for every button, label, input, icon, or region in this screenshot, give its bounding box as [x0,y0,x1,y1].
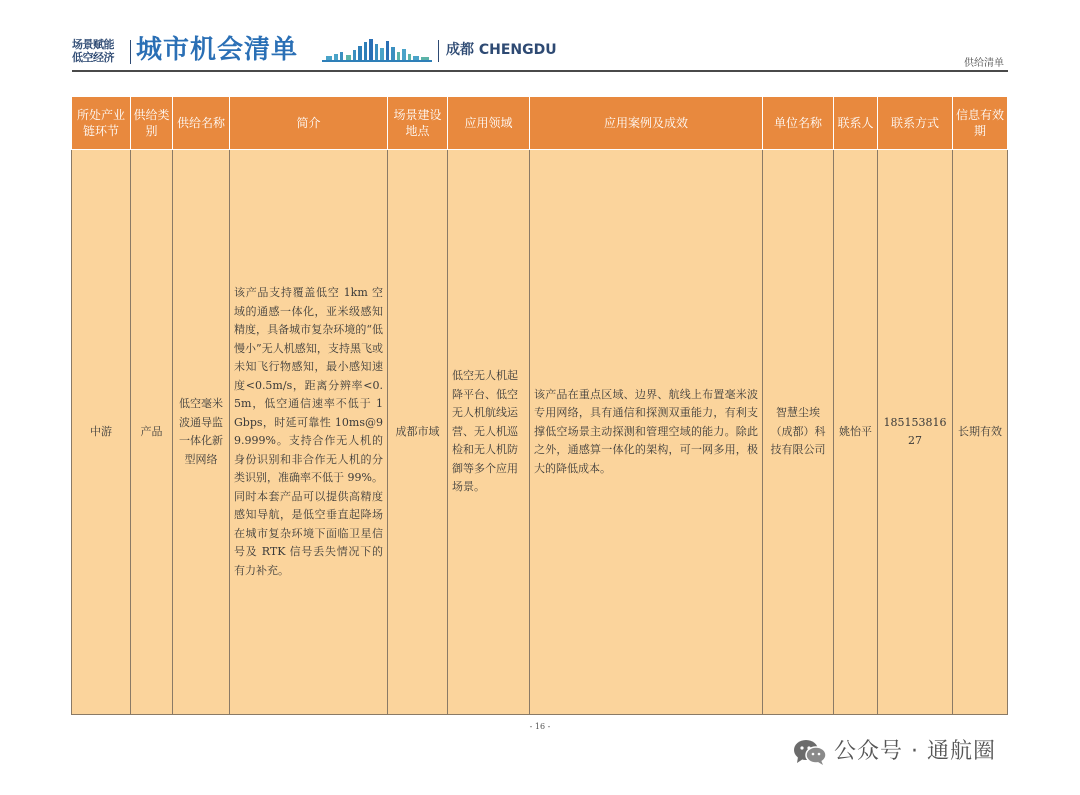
column-header-phone: 联系方式 [878,97,953,150]
tagline-line-2: 低空经济 [72,51,114,64]
cell-category: 产品 [131,150,173,715]
cell-location: 成都市域 [388,150,448,715]
cell-chain-stage: 中游 [72,150,131,715]
section-label: 供给清单 [964,58,1004,69]
wechat-icon [792,738,828,766]
watermark [792,736,996,768]
table-header-row [72,97,1008,150]
column-header-category: 供给类别 [131,97,173,150]
column-header-intro: 简介 [230,97,388,150]
cell-validity: 长期有效 [953,150,1008,715]
cell-contact: 姚怡平 [834,150,878,715]
column-header-name: 供给名称 [173,97,230,150]
column-header-location: 场景建设地点 [388,97,448,150]
column-header-validity: 信息有效期 [953,97,1008,150]
column-header-field: 应用领域 [448,97,530,150]
header-divider-2 [438,40,439,62]
page-header [72,28,1008,72]
supply-table [71,96,1007,715]
supply-table-grid [71,96,1008,715]
page-number: - 16 - [529,722,551,731]
cell-phone: 18515381627 [878,150,953,715]
cell-name: 低空毫米波通导监一体化新型网络 [173,150,230,715]
table-row [72,150,1008,715]
cell-cases: 该产品在重点区域、边界、航线上布置毫米波专用网络，具有通信和探测双重能力，有利支撑低空场景主动探测和管理空域的能力。除此之外，通感算一体化的架构，可一网多用，极大的降低成本。 [530,150,763,715]
column-header-cases: 应用案例及成效 [530,97,763,150]
column-header-chain-stage: 所处产业链环节 [72,97,131,150]
column-header-company: 单位名称 [763,97,834,150]
cell-company: 智慧尘埃（成都）科技有限公司 [763,150,834,715]
watermark-text: 公众号 · 通航圈 [834,739,996,764]
tagline-line-1: 场景赋能 [72,38,114,51]
header-rule [72,70,1008,72]
page-title: 城市机会清单 [136,35,299,65]
header-divider [130,40,131,64]
cell-intro: 该产品支持覆盖低空 1km 空域的通感一体化，亚米级感知精度，具备城市复杂环境的“低慢小”无人机感知，支持黑飞或未知飞行物感知，最小感知速度<0.5m/s，距离分辨率<0.5m，低空通信速率不低于 1 Gbps，时延可靠性 10ms@99.999%。支持合作无人机的身份识别和非合作无人机的分类识别，准确率不低于 99%。同时本套产品可以提供高精度感知导航，是低空垂直起降场在城市复杂环境下面临卫星信号及 RTK 信号丢失情况下的有力补充。 [230,150,388,715]
tagline [72,38,128,64]
column-header-contact: 联系人 [834,97,878,150]
city-skyline-icon [322,36,432,64]
cell-field: 低空无人机起降平台、低空无人机航线运营、无人机巡检和无人机防御等多个应用场景。 [448,150,530,715]
city-label: 成都 CHENGDU [446,42,557,58]
